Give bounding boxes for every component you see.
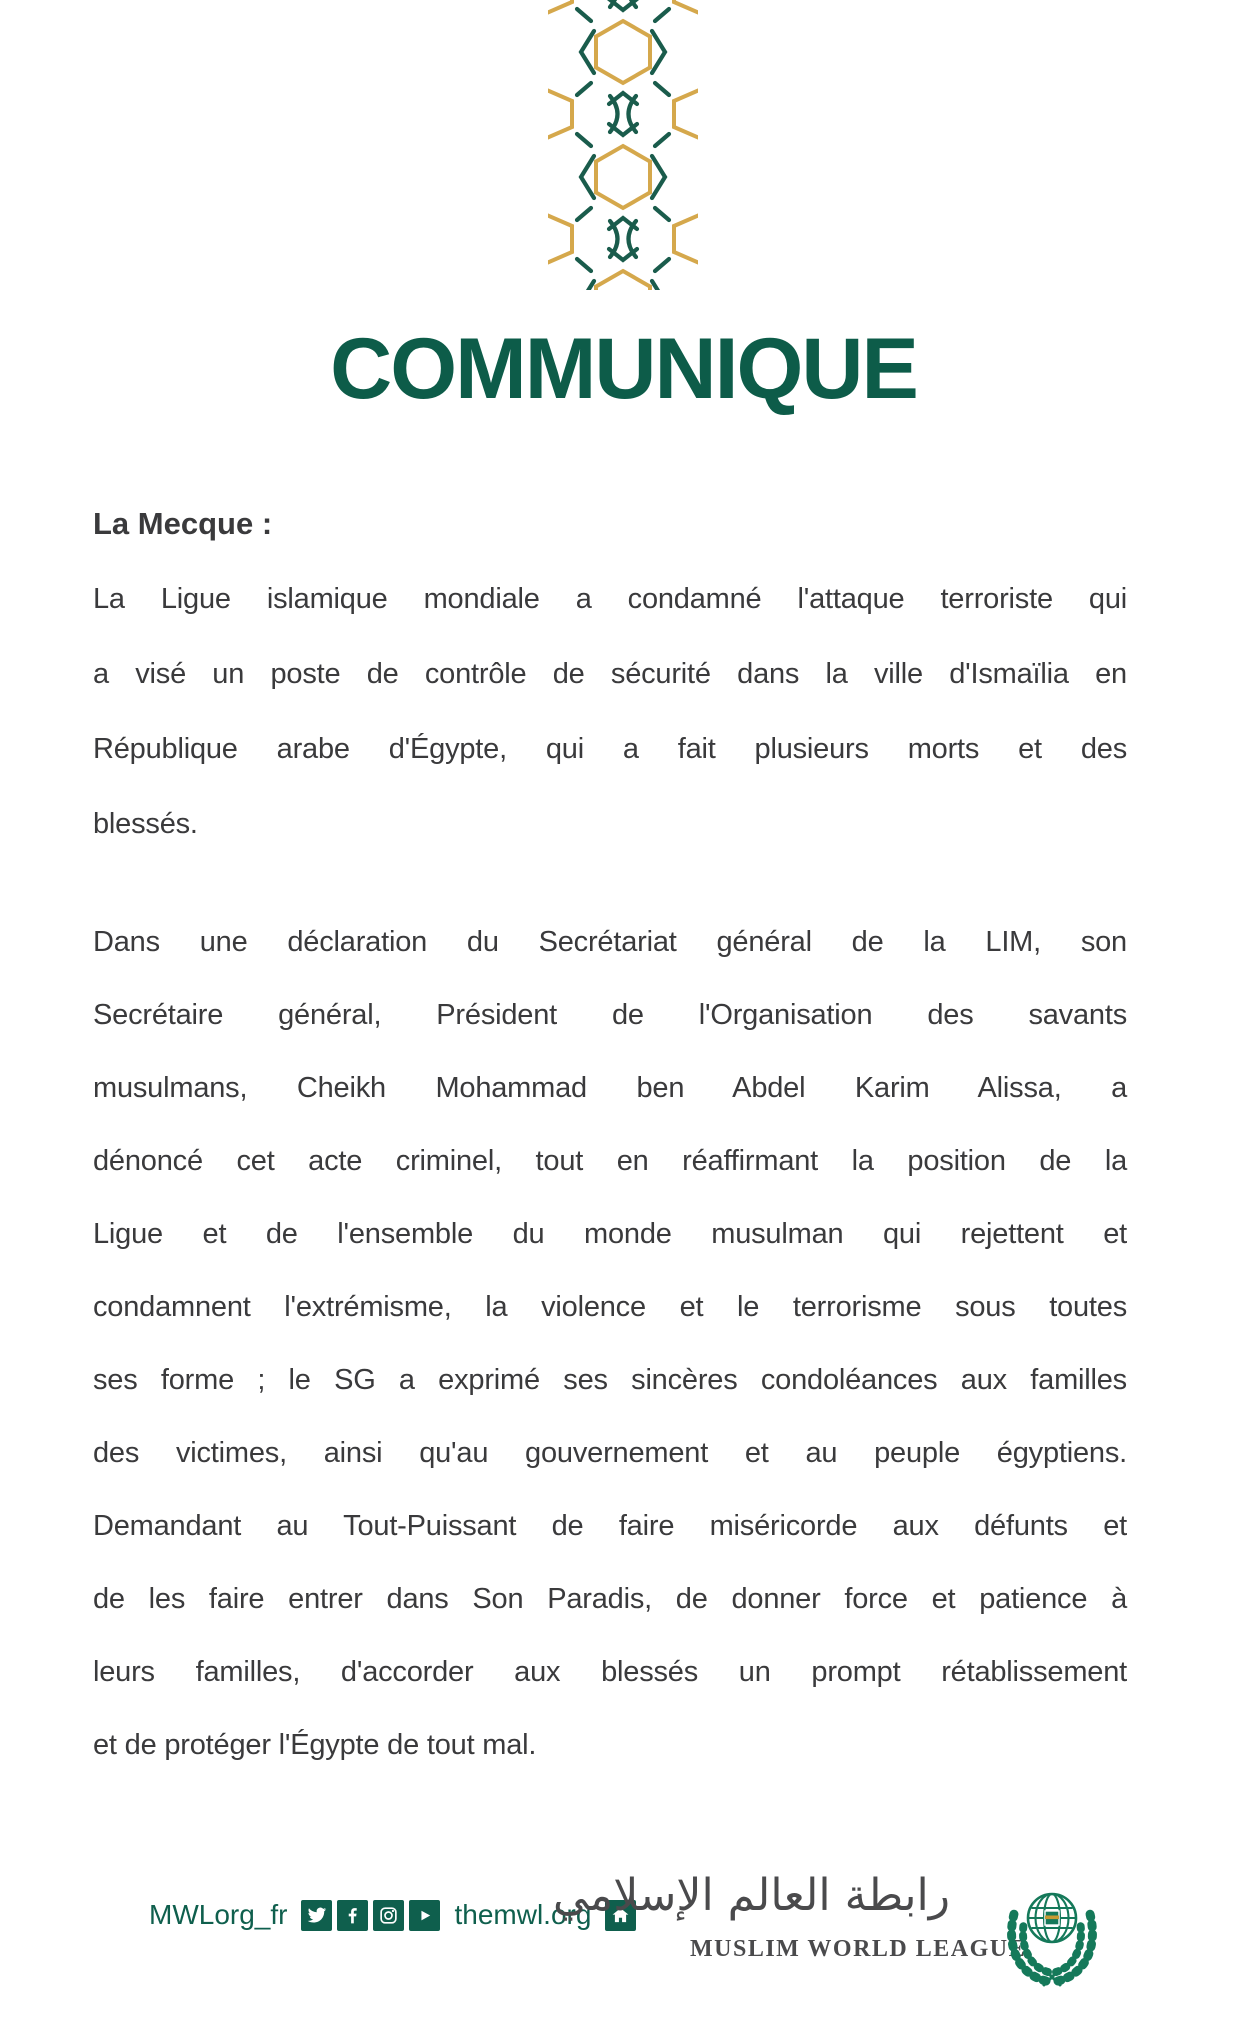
body-line: condamnent l'extrémisme, la violence et le terrorisme sous toutes: [93, 1291, 1127, 1323]
islamic-pattern-ornament: [548, 0, 698, 290]
play-triangle-glyph: [414, 1905, 435, 1926]
body-line: Dans une déclaration du Secrétariat général de la LIM, son: [93, 926, 1127, 958]
twitter-bird-glyph: [306, 1905, 327, 1926]
paragraph-1: [93, 562, 1127, 862]
page-title: COMMUNIQUE: [330, 321, 917, 417]
website-link[interactable]: themwl.org: [454, 1899, 592, 1930]
body-line: leurs familles, d'accorder aux blessés un prompt rétablissement: [93, 1656, 1127, 1688]
body-line: République arabe d'Égypte, qui a fait plusieurs morts et des: [93, 733, 1127, 765]
instagram-icon[interactable]: [373, 1900, 404, 1931]
org-name-block: [552, 1860, 1027, 1963]
body-line: Demandant au Tout-Puissant de faire miséricorde aux défunts et: [93, 1510, 1127, 1542]
body-line: Secrétaire général, Président de l'Organisation des savants: [93, 999, 1127, 1031]
facebook-f-glyph: [342, 1905, 363, 1926]
org-name-english: MUSLIM WORLD LEAGUE: [690, 1936, 1027, 1962]
twitter-icon[interactable]: [301, 1900, 332, 1931]
facebook-icon[interactable]: [337, 1900, 368, 1931]
youtube-icon[interactable]: [409, 1900, 440, 1931]
body-line: et de protéger l'Égypte de tout mal.: [93, 1729, 537, 1761]
kaaba-mark: [1045, 1911, 1059, 1925]
twitter-handle[interactable]: MWLorg_fr: [149, 1899, 288, 1930]
body-line: La Ligue islamique mondiale a condamné l'attaque terroriste qui: [93, 583, 1127, 615]
body-line: dénoncé cet acte criminel, tout en réaffirmant la position de la: [93, 1145, 1127, 1177]
mwl-globe-logo: [1002, 1878, 1102, 1988]
body-line: a visé un poste de contrôle de sécurité dans la ville d'Ismaïlia en: [93, 658, 1127, 690]
body-line: des victimes, ainsi qu'au gouvernement et au peuple égyptiens.: [93, 1437, 1127, 1469]
paragraph-2: [93, 906, 1127, 1782]
instagram-camera-glyph: [378, 1905, 399, 1926]
dateline: La Mecque :: [93, 506, 273, 541]
body-line: ses forme ; le SG a exprimé ses sincères condoléances aux familles: [93, 1364, 1127, 1396]
body-line: blessés.: [93, 808, 198, 840]
body-line: Ligue et de l'ensemble du monde musulman qui rejettent et: [93, 1218, 1127, 1250]
org-name-arabic: رابطة العالم الإسلامي: [552, 1870, 950, 1921]
body-line: de les faire entrer dans Son Paradis, de donner force et patience à: [93, 1583, 1127, 1615]
body-line: musulmans, Cheikh Mohammad ben Abdel Karim Alissa, a: [93, 1072, 1127, 1104]
